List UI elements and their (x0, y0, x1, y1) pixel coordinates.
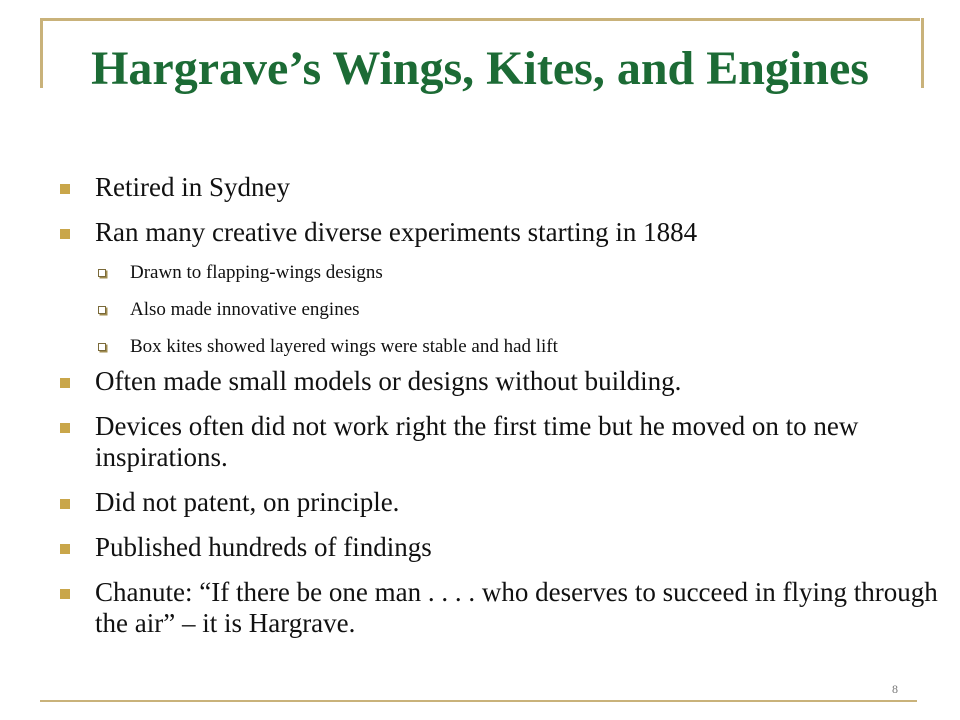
bullet-text: Retired in Sydney (95, 172, 290, 202)
hollow-square-bullet-icon (98, 306, 106, 314)
sub-bullet-text: Box kites showed layered wings were stable and had lift (130, 336, 558, 357)
frame-right-line (921, 18, 924, 88)
square-bullet-icon (60, 229, 70, 239)
bullet-item (58, 487, 958, 518)
bullet-item (58, 217, 958, 248)
bullet-list (58, 172, 958, 653)
sub-bullet-item (58, 262, 958, 284)
square-bullet-icon (60, 378, 70, 388)
bullet-text: Did not patent, on principle. (95, 487, 400, 517)
slide-title: Hargrave’s Wings, Kites, and Engines (91, 42, 869, 95)
hollow-square-bullet-icon (98, 343, 106, 351)
bullet-text: Devices often did not work right the first time but he moved on to new inspirations. (95, 411, 859, 472)
sub-bullet-item (58, 336, 958, 358)
bullet-item (58, 366, 958, 397)
sub-bullet-text: Drawn to flapping-wings designs (130, 262, 383, 283)
square-bullet-icon (60, 184, 70, 194)
square-bullet-icon (60, 499, 70, 509)
bullet-item (58, 411, 958, 473)
bullet-text: Chanute: “If there be one man . . . . who deserves to succeed in flying through the air” – it is Hargrave. (95, 577, 938, 638)
bullet-text: Ran many creative diverse experiments starting in 1884 (95, 217, 698, 247)
bullet-text: Often made small models or designs without building. (95, 366, 682, 396)
bullet-text: Published hundreds of findings (95, 532, 432, 562)
square-bullet-icon (60, 589, 70, 599)
sub-bullet-item (58, 299, 958, 321)
frame-top-line (40, 18, 920, 21)
frame-bottom-line (40, 700, 917, 702)
bullet-item (58, 577, 958, 639)
square-bullet-icon (60, 423, 70, 433)
sub-bullet-text: Also made innovative engines (130, 299, 360, 320)
bullet-item (58, 172, 958, 203)
hollow-square-bullet-icon (98, 269, 106, 277)
page-number: 8 (892, 682, 898, 696)
square-bullet-icon (60, 544, 70, 554)
frame-left-line (40, 18, 43, 88)
bullet-item (58, 532, 958, 563)
